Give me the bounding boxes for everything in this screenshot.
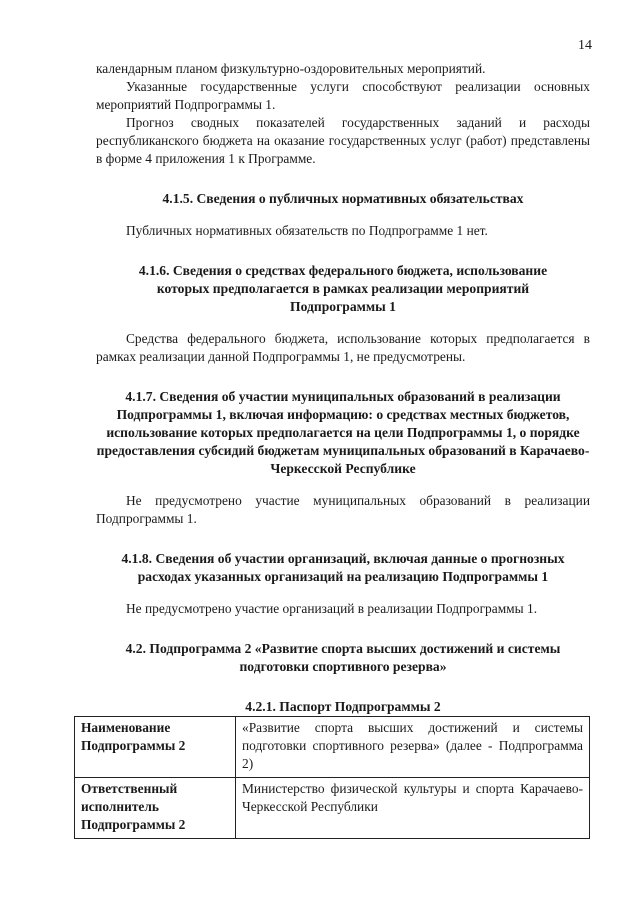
heading-4-2-1: 4.2.1. Паспорт Подпрограммы 2 [245,699,441,714]
page-number: 14 [578,38,592,53]
text-4-1-5: Публичных нормативных обязательств по Подпрограмме 1 нет. [126,223,488,238]
paragraph-services: Указанные государственные услуги способствуют реализации основных мероприятий Подпрограммы 1. [96,79,590,112]
text-4-1-7: Не предусмотрено участие муниципальных образований в реализации Подпрограммы 1. [96,493,590,526]
heading-4-1-7: 4.1.7. Сведения об участии муниципальных образований в реализации Подпрограммы 1, включая информацию: о средствах местных бюджетов, использование которых предполагается на цели Подпрограммы 1, о порядке предоставления субсидий бюджетам муниципальных образований в Карачаево-Черкесской Республике [96,389,590,476]
heading-4-2: 4.2. Подпрограмма 2 «Развитие спорта высших достижений и системы подготовки спортивного резерва» [125,641,561,674]
heading-4-1-6: 4.1.6. Сведения о средствах федерального бюджета, использование которых предполагается в рамках реализации мероприятий Подпрограммы 1 [138,263,548,314]
text-4-1-6: Средства федерального бюджета, использование которых предполагается в рамках реализации данной Подпрограммы 1, не предусмотрены. [96,331,590,364]
table-row [75,717,590,778]
passport-value: Министерство физической культуры и спорта Карачаево-Черкесской Республики [236,778,590,839]
passport-value: «Развитие спорта высших достижений и системы подготовки спортивного резерва» (далее - Подпрограмма 2) [236,717,590,778]
heading-4-1-8: 4.1.8. Сведения об участии организаций, включая данные о прогнозных расходах указанных организаций на реализацию Подпрограммы 1 [121,551,565,584]
document-body [96,60,590,716]
text-4-1-8: Не предусмотрено участие организаций в реализации Подпрограммы 1. [126,601,538,616]
table-row [75,778,590,839]
passport-label: Наименование Подпрограммы 2 [75,717,236,778]
passport-table [74,716,590,839]
paragraph-continuation: календарным планом физкультурно-оздоровительных мероприятий. [96,61,486,76]
paragraph-forecast: Прогноз сводных показателей государственных заданий и расходы республиканского бюджета на оказание государственных услуг (работ) представлены в форме 4 приложения 1 к Программе. [96,115,590,166]
passport-label: Ответственный исполнитель Подпрограммы 2 [75,778,236,839]
heading-4-1-5: 4.1.5. Сведения о публичных нормативных обязательствах [162,191,524,206]
